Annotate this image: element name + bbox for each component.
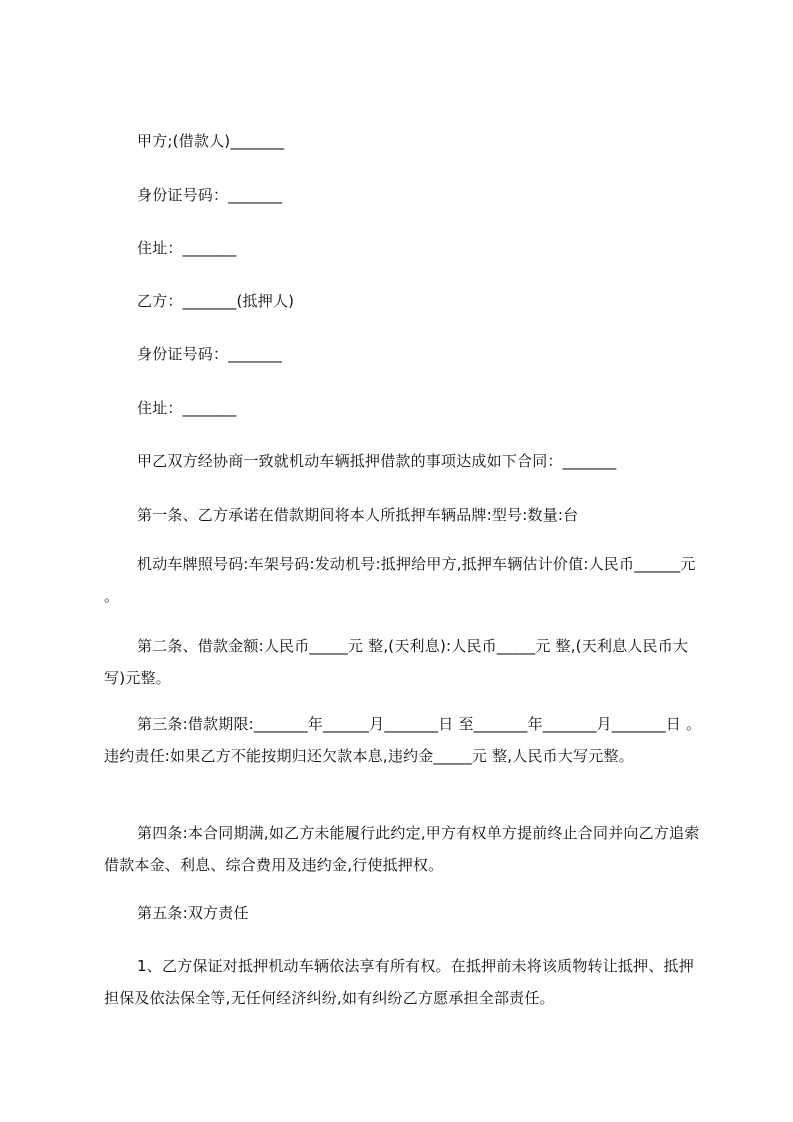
article-1-line: 第一条、乙方承诺在借款期间将本人所抵押车辆品牌:型号:数量:台 [137, 506, 579, 524]
article-2-paragraph: 第二条、借款金额:人民币_____元 整,(天利息):人民币_____元 整,(天利息人民币大写)元整。 [104, 637, 689, 687]
preamble-line: 甲乙双方经协商一致就机动车辆抵押借款的事项达成如下合同：_______ [137, 452, 617, 470]
clause-1-paragraph: 1、乙方保证对抵押机动车辆依法享有所有权。在抵押前未将该质物转让抵押、抵押担保及依法保全等,无任何经济纠纷,如有纠纷乙方愿承担全部责任。 [104, 957, 694, 1007]
article-1-continuation: 机动车牌照号码:车架号码:发动机号:抵押给甲方,抵押车辆估计价值:人民币______元 。 [104, 555, 696, 605]
article-4-paragraph: 第四条:本合同期满,如乙方未能履行此约定,甲方有权单方提前终止合同并向乙方追索借款本金、利息、综合费用及违约金,行使抵押权。 [104, 824, 700, 874]
party-a-address-line: 住址：_______ [137, 239, 237, 257]
party-b-id-line: 身份证号码：_______ [137, 345, 283, 363]
party-a-line: 甲方;(借款人)_______ [137, 132, 285, 150]
party-b-line: 乙方：_______(抵押人) [137, 292, 295, 310]
party-b-address-line: 住址：_______ [137, 399, 237, 417]
article-5-heading: 第五条:双方责任 [137, 904, 249, 922]
party-a-id-line: 身份证号码：_______ [137, 186, 283, 204]
article-3-paragraph: 第三条:借款期限:_______年______月_______日 至_______年_______月_______日 。违约责任:如果乙方不能按期归还欠款本息,违约金_____元 整,人民币大写元整。 [104, 715, 702, 765]
